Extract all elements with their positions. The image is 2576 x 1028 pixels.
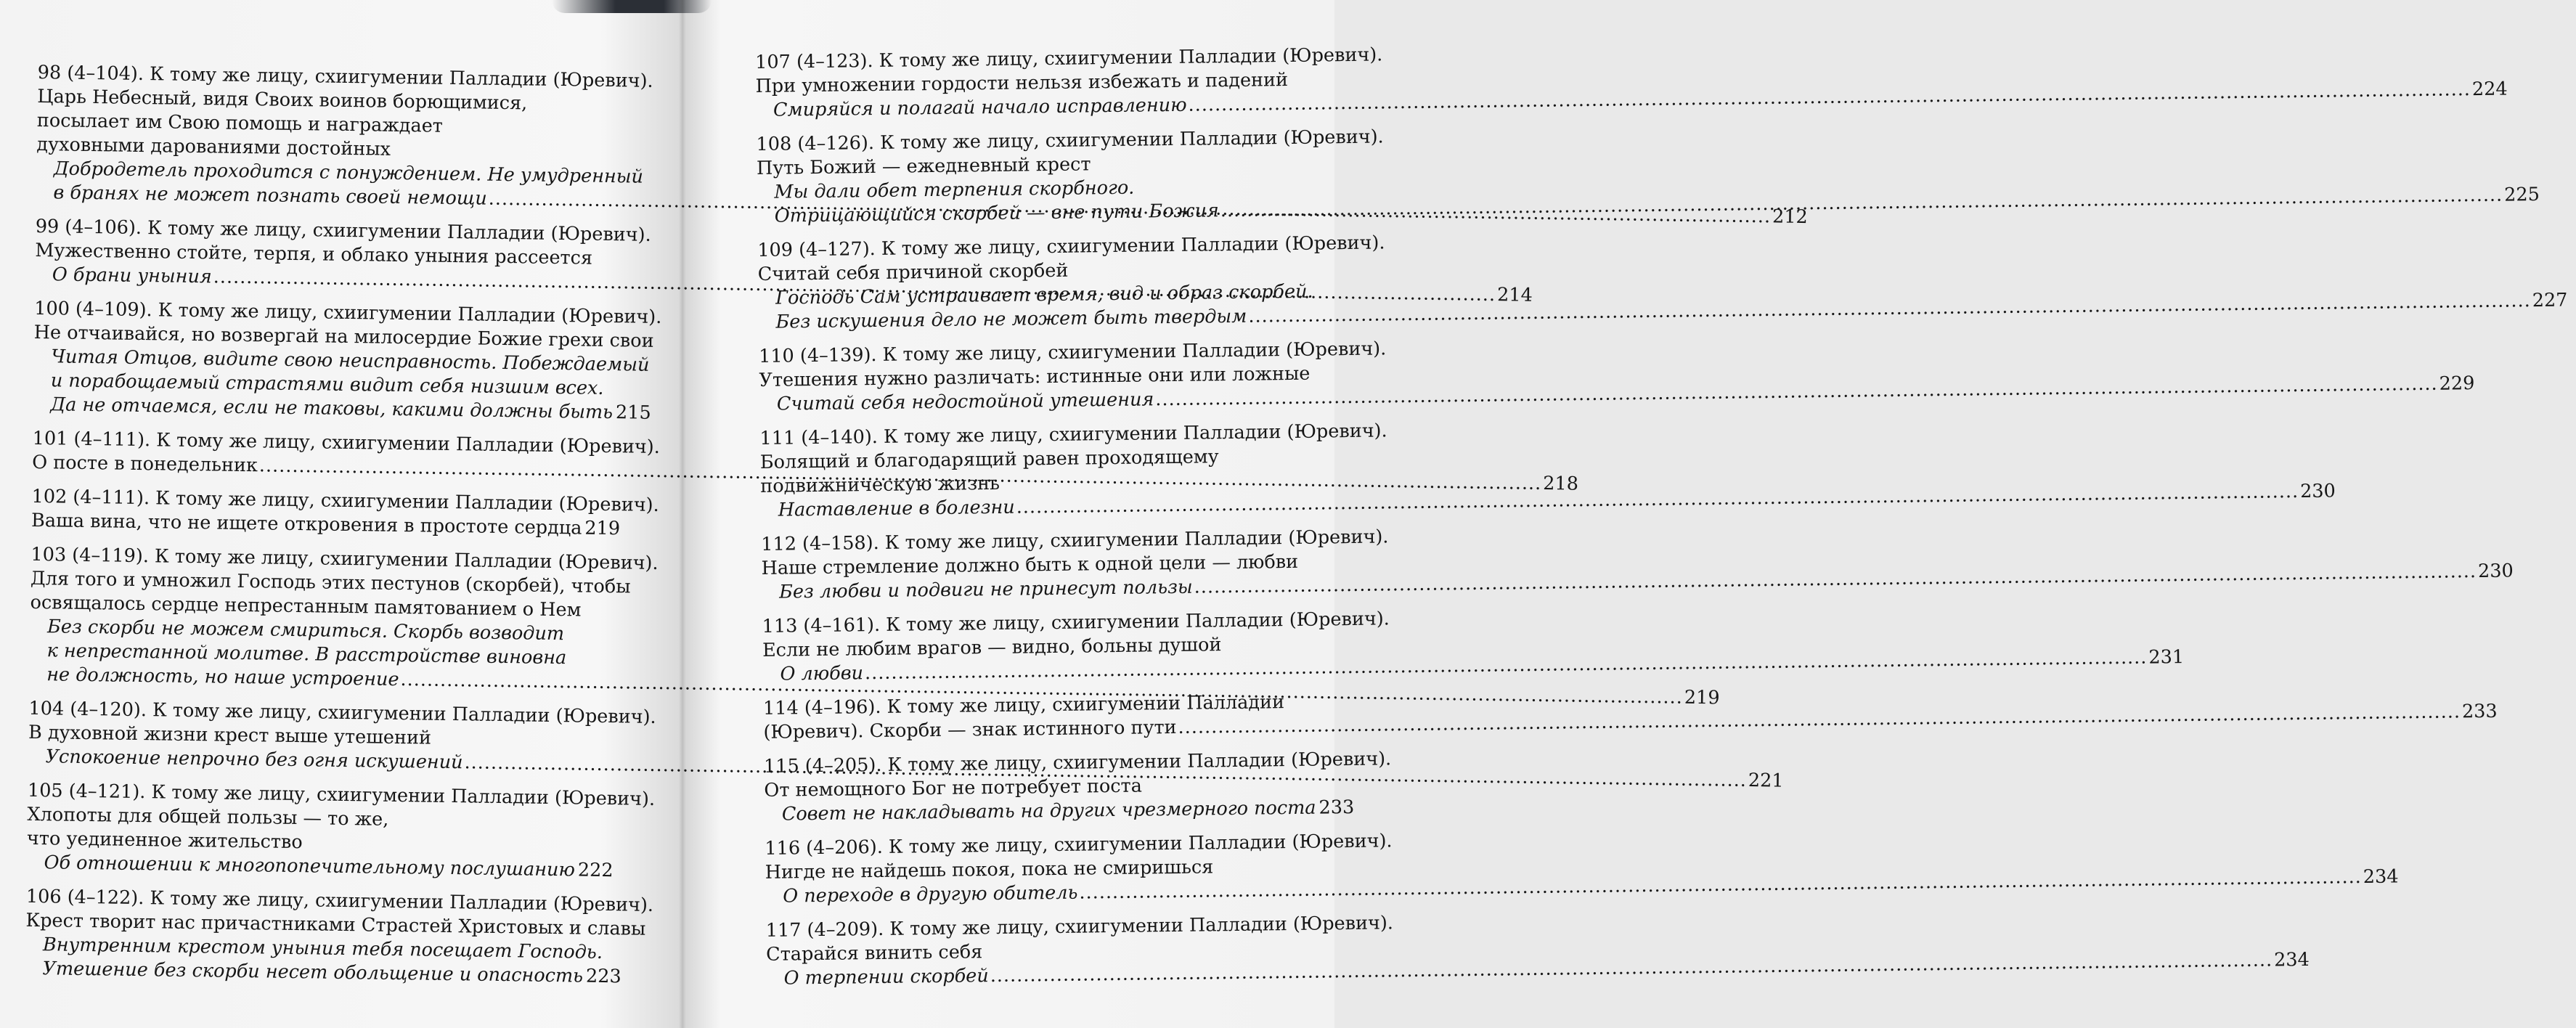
toc-entry [763, 748, 1392, 827]
toc-entry-heading: 113 (4–161). К тому же лицу, схиигумении Палладии (Юревич). [762, 608, 1390, 637]
toc-entry-text: О посте в понедельник [32, 451, 258, 477]
dot-leader [1155, 372, 2438, 412]
toc-entry-subtitle-line: Господь Сам устраивает время, вид и образ скорбей. [775, 280, 1313, 309]
toc-entry-title-line: Не отчаивайся, но возвергай на милосердие Божие грехи свои [33, 321, 654, 352]
dot-leader [1220, 184, 2503, 224]
toc-entry-heading: 110 (4–139). К тому же лицу, схиигумении Палладии (Юревич). [758, 338, 1387, 367]
toc-entry-title-line: подвижническую жизнь [760, 472, 1000, 497]
toc-entry-title-line: освящалось сердце непрестанным памятованием о Нем [30, 591, 582, 621]
toc-entry-text: в бранях не может познать своей немощи [53, 181, 487, 210]
toc-entry [25, 885, 654, 989]
toc-entry-title-line: Царь Небесный, видя Своих воинов борющимися, [37, 85, 528, 115]
toc-page-number: 215 [615, 401, 651, 424]
toc-entry-text: Считай себя недостойной утешения [776, 388, 1154, 415]
toc-entry-heading: 105 (4–121). К тому же лицу, схиигумении Палладии (Юревич). [27, 779, 656, 810]
toc-entry [765, 830, 2399, 909]
toc-page-number: 222 [577, 859, 614, 882]
toc-entry-title-line: что уединенное жительство [26, 827, 303, 854]
toc-entry-title-line: В духовной жизни крест выше утешений [28, 721, 432, 749]
toc-entry-heading: 106 (4–122). К тому же лицу, схиигумении Палладии (Юревич). [25, 885, 654, 916]
toc-entry-heading: 102 (4–111). К тому же лицу, схиигумении Палладии (Юревич). [31, 485, 659, 517]
toc-page-number: 231 [2148, 646, 2185, 669]
toc-entry [765, 912, 2310, 991]
toc-entry-title-line: Наше стремление должно быть к одной цели — любви [761, 550, 1299, 579]
toc-entry-title-line: Для того и умножил Господь этих пестунов (скорбей), чтобы [30, 567, 631, 598]
toc-entry-heading: 115 (4–205). К тому же лицу, схиигумении Палладии (Юревич). [763, 748, 1392, 778]
dot-leader [1194, 560, 2477, 600]
toc-page-number: 214 [1496, 284, 1533, 306]
toc-entry-heading: 98 (4–104). К тому же лицу, схиигумении Палладии (Юревич). [37, 61, 653, 92]
toc-entry-subtitle-line: Читая Отцов, видите свою неисправность. Побеждаемый [51, 346, 650, 376]
book-gutter [679, 0, 686, 1028]
toc-entry-text: Успокоение непрочно без огня искушений [45, 746, 463, 774]
toc-entry-text: Наставление в болезни [778, 496, 1015, 521]
toc-entry-title-line: Крест творит нас причастниками Страстей Христовых и славы [25, 909, 646, 940]
toc-entry-title-line: Болящий и благодарящий равен проходящему [759, 446, 1219, 473]
toc-entry-heading: 111 (4–140). К тому же лицу, схиигумении Палладии (Юревич). [759, 420, 1387, 449]
toc-page-number: 225 [2503, 183, 2540, 206]
toc-entry-title-line: Если не любим врагов — видно, больны душой [762, 634, 1222, 661]
toc-page-number: 233 [2461, 700, 2498, 723]
toc-entry-title-line: Утешения нужно различать: истинные они или ложные [759, 362, 1311, 391]
toc-entry-heading: 114 (4–196). К тому же лицу, схиигумении Палладии [762, 691, 1285, 719]
toc-entry-text: О любви [780, 662, 864, 685]
toc-entry [762, 608, 2185, 687]
toc-entry-text: О брани уныния [52, 264, 212, 288]
toc-entry [755, 44, 2508, 123]
toc-entry-text: не должность, но наше устроение [46, 664, 399, 691]
toc-entry-text: Об отношении к многопопечительному послушанию [44, 852, 576, 881]
toc-entry-heading: 109 (4–127). К тому же лицу, схиигумении Палладии (Юревич). [757, 232, 1385, 261]
toc-page-number: 234 [2363, 865, 2399, 889]
toc-entry-heading: 107 (4–123). К тому же лицу, схиигумении Палладии (Юревич). [755, 44, 1383, 73]
toc-entry-subtitle-line: Добродетель проходится с понуждением. Не умудренный [53, 158, 644, 188]
toc-entry-title-line: Мужественно стойте, терпя, и облако уныния рассеется [35, 239, 593, 269]
toc-page-number: 218 [1543, 473, 1579, 495]
toc-page-number: 212 [1772, 205, 1808, 229]
toc-page-number: 223 [585, 965, 621, 988]
dot-leader [1178, 700, 2461, 740]
top-shadow [552, 0, 712, 13]
toc-entry-title-line: Считай себя причиной скорбей [757, 259, 1069, 285]
toc-entry-text: Смиряйся и полагай начало исправлению [773, 94, 1187, 121]
toc-entry-text: (Юревич). Скорби — знак истинного пути [763, 716, 1177, 743]
toc-entry-heading: 103 (4–119). К тому же лицу, схиигумении Палладии (Юревич). [30, 543, 659, 574]
toc-entry-text: О терпении скорбей [783, 965, 989, 990]
toc-entry-subtitle-line: Без скорби не можем смириться. Скорбь возводит [46, 616, 565, 645]
toc-entry-heading: 117 (4–209). К тому же лицу, схиигумении Палладии (Юревич). [765, 912, 1394, 942]
toc-entry-title-line: Нигде не найдешь покоя, пока не смиришься [765, 856, 1214, 884]
toc-entry-heading: 108 (4–126). К тому же лицу, схиигумении Палладии (Юревич). [756, 126, 1384, 155]
toc-page-number: 234 [2273, 948, 2310, 971]
toc-page-number: 221 [1748, 769, 1784, 792]
toc-entry-text: Без любви и подвиги не принесут пользы [778, 576, 1193, 603]
toc-page-number: 229 [2439, 372, 2475, 395]
toc-entry-subtitle-line: Внутренним крестом уныния тебя посещает Господь. [42, 934, 603, 963]
toc-entry-text: О переходе в другую обитель [783, 881, 1078, 907]
toc-page-number: 224 [2471, 78, 2508, 101]
toc-entry-subtitle-line: и порабощаемый страстями видит себя низшим всех. [50, 370, 604, 399]
toc-entry [33, 297, 662, 425]
toc-entry-heading: 101 (4–111). К тому же лицу, схиигумении Палладии (Юревич). [32, 427, 661, 459]
toc-entry-title-line: Хлопоты для общей пользы — то же, [27, 803, 389, 831]
toc-entry-title-line: посылает им Свою помощь и награждает [36, 109, 444, 137]
toc-entry-title-line: Путь Божий — ежедневный крест [756, 153, 1091, 179]
toc-page-number: 233 [1318, 796, 1355, 819]
toc-entry [30, 485, 659, 541]
toc-entry-title-line: духовными дарованиями достойных [36, 133, 391, 160]
toc-entry-title-line: При умножении гордости нельзя избежать и падений [755, 69, 1289, 97]
toc-page-number: 219 [1684, 686, 1720, 709]
toc-entry-subtitle-line: к непрестанной молитве. В расстройстве виновна [46, 640, 567, 669]
toc-entry [26, 779, 656, 883]
toc-entry-heading: 99 (4–106). К тому же лицу, схиигумении Палладии (Юревич). [35, 215, 651, 246]
toc-entry [761, 526, 2514, 605]
toc-entry-text: Утешение без скорби несет обольщение и опасность [42, 958, 584, 987]
toc-entry-heading: 104 (4–120). К тому же лицу, схиигумении Палладии (Юревич). [28, 697, 656, 728]
toc-entry-heading: 116 (4–206). К тому же лицу, схиигумении Палладии (Юревич). [765, 830, 1393, 860]
toc-entry-title-line: Старайся винить себя [766, 941, 983, 966]
toc-entry-text: Совет не накладывать на других чрезмерного поста [781, 796, 1316, 825]
toc-entry-text: Да не отчаемся, если не таковы, какими должны быть [50, 393, 614, 424]
toc-entry-text: Без искушения дело не может быть твердым [775, 305, 1247, 333]
toc-entry-heading: 112 (4–158). К тому же лицу, схиигумении Палладии (Юревич). [761, 526, 1389, 555]
toc-page-number: 227 [2532, 289, 2568, 312]
toc-entry-text: Отрицающийся скорбей — вне пути Божия [774, 200, 1219, 227]
dot-leader [1188, 78, 2471, 118]
toc-entry-heading: 100 (4–109). К тому же лицу, схиигумении Палладии (Юревич). [34, 297, 662, 329]
toc-entry-title-line: От немощного Бог не потребует поста [764, 775, 1143, 801]
toc-entry-subtitle-line: Мы дали обет терпения скорбного. [774, 176, 1135, 203]
toc-page-number: 219 [584, 517, 621, 540]
toc-page-number: 230 [2477, 560, 2514, 583]
toc-page-number: 230 [2299, 480, 2336, 503]
toc-entry-text: Ваша вина, что не ищете откровения в простоте сердца [30, 509, 582, 539]
toc-entry [758, 338, 2475, 417]
